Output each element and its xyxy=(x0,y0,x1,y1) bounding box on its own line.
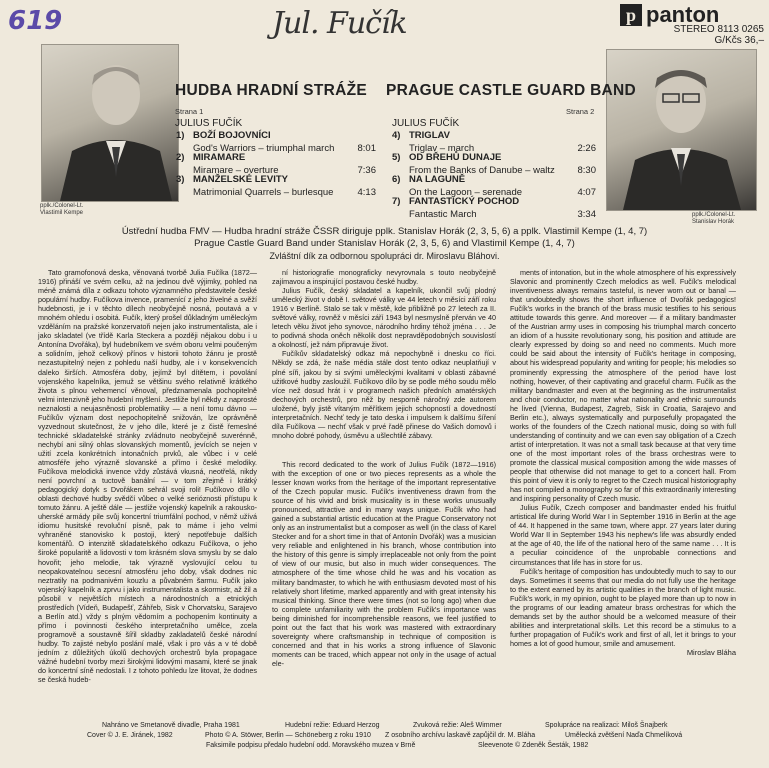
track-duration: 8:01 xyxy=(357,143,376,154)
track-1: 1) BOŽÍ BOJOVNÍCI God's Warriors – triumphal march 8:01 xyxy=(176,130,376,154)
credits-cz: Ústřední hudba FMV — Hudba hradní stráže ČSSR diriguje pplk. Stanislav Horák (2, 3, 5, 6) a pplk. Vlastimil Kempe (1, 4, 7) xyxy=(121,226,648,237)
track-title: MIRAMARE xyxy=(193,152,246,163)
track-title: BOŽÍ BOJOVNÍCI xyxy=(193,130,271,141)
portrait-image xyxy=(42,45,178,201)
title-en: PRAGUE CASTLE GUARD BAND xyxy=(386,82,637,99)
record-catalog: STEREO 8113 0265 xyxy=(673,24,764,35)
track-duration: 4:07 xyxy=(577,187,596,198)
composer-signature: Jul. Fučík xyxy=(272,6,407,41)
paragraph: Tato gramofonová deska, věnovaná tvorbě Julia Fučíka (1872—1916) přináší ve svém celku, až na jedinou dvě výjimky, pohled na méně známá díla z odkazu tohoto významného představitele české populární hudby. Fučíkova invence, pramenící z jeho živelné a svěží hudebnosti, je i v těchto dílech neobyčejně nosná, poutavá a v mnohém ohledu i osobitá. Fučík, který prošel důkladným uměleckým vzděláním na pražské konzervatoři nejen jako instrumentalista, ale i jako skladatel (ve třídě Karla Steckera a později nějakou dobu i u Antonína Dvořáka), byl hudebníkem ve svém oboru velmi poučeným a solidním, jehož celkový přínos v historii tohoto žánru je prostě nezastupitelný nejen z pohledu naší hudby, ale i v konsekvencích daleko širších. Atmosféra doby, jejímž byl dítětem, i povolání vojenského kapelníka, jemuž se většinu svého relativně krátkého života s plnou vehemencí věnoval, předznamenala pochopitelně velmi intenzivně jeho hudební myšlení. Jestliže byl někdy z naprosté neznalosti a neujasněnosti problematiky — a není tomu dávno — Fučíkův význam dost nepochopitelně snižován, lze oprávněně vyzvednout skutečnost, že v jeho díle, které je z čistě řemeslné technické skladatelské stránky zvládnuto neobyčejně suverénně, nechybí ani silný ohlas slovanských momentů, jevících se nejen v užití zcela konkrétních intonačních prvků, ale vůbec i v celé atmosféře jeho výrazně slovanské a přímo i české melodiky. Fučíkova melodická invence vždy zůstává vkusná, neotřelá, nikdy není povrchní a tuctově banální — v tom zřejmě i krátký pedagogický dotyk s Dvořákem sehrál svoji roli! Fučíkovo dílo v oblasti dechové hudby svědčí vůbec o velké serióznosti přístupu k tomuto žánru. A ještě dále — jestliže vojenský kapelník a rakousko-uherské armády pile svůj koncertní triumfální pochod, v němž užívá idiomu husitské revoluční písně, pak to máme i jeho velmi vyhraněné stanovisko k postoji, který nepotřebuje dalších komentářů. O intenzitě skladatelského odkazu Fučíkova, o jeho široké popularitě a lidovosti v tom krásném slova smyslu by se dalo hovořit; jeho melodie, tak výrazně vyslovující celou tu neopakovatelnou secesní atmosféru jeho doby, však dodnes nic neztratily na podmanivém kouzlu a půvabném šarmu. Fučík jako vojenský kapelník a zprvu i jako instrumentalista a skormistr, až žil a působil v největších místech a národnostních a etnických prostředích (Vídeň, Budapešť, Záhřeb, Sisk v Chorvatsku, Sarajevo a Berlín atd.) vždy s plným vědomím a pochopením kontinuity a přímo i povinnosti českého interpretačního umělce, zcela programově a soustavně šířil skladby zakladatelů české národní hudby. To zajisté nebylo poslání malé, však i pro vás a v té době jedním z důležitých úkolů dechových orchestrů byla propagace vážné hudební tvorby mezi širokými lidovými masami, které se jinak do koncertní síně nedostali. I z tohoto pohledu lze litovat, že dodnes se česká hudeb- xyxy=(38,268,257,685)
handwritten-catalog-number: 619 xyxy=(8,6,63,36)
liner-notes-col1 xyxy=(38,268,257,684)
track-title: TRIGLAV xyxy=(409,130,450,141)
side2-composer: JULIUS FUČÍK xyxy=(392,118,460,129)
brand-name: panton xyxy=(646,2,720,27)
track-duration: 4:13 xyxy=(357,187,376,198)
track-duration: 8:30 xyxy=(577,165,596,176)
liner-notes-col2 xyxy=(272,268,496,668)
paragraph: ments of intonation, but in the whole atmosphere of his expressively Slavonic and prominently Czech melodics as well. Fučík's melodical inventiveness always remains tasteful, is never worn out or banal — that undoubtedly shows the short influence of Dvořák pedagogics! Fučík's works in the branch of the brass music testifies to his serious attitude towards this genre. And moreover — if a military bandmaster of the Austrian army uses in composing his triumphal march concerto an idiom of a hussite revolutionary song, his position and attitude are clearly expressed by doing so and need no comments. Much more could be said about the intensity of Fučík's heritage in composing, about his widespread popularity and writing for people; his melodies so prominently expressing the atmosphere of the period have lost nothing, however, of their captivating and graceful charm. Fučík as the military bandmaster and even at the beginning as the instrumentalist and choir conductor, no matter what nationality and ethnic surrounds he lived (Vienna, Budapest, Zagreb, Sisk in Croatia, Sarajevo and Berlin etc.), always systematically and purposefully propagated the works of the founders of the Czech national music, doing so with full understanding of continuity and we can even say obligation of a Czech artist of interpretation. It was not a small task because at that very time one of the most important roles of the brass orchestras were to promote the classical musical composition among the wide masses of people that otherwise did not manage to get to a concert hall. From this point of view it is only to regret to the Czech musical historiography has not compiled a monography so far of this extraordinarily interesting and inspiring personality of Czech music. xyxy=(510,268,736,504)
track-duration: 2:26 xyxy=(577,143,596,154)
performer-credits xyxy=(0,226,769,249)
track-subtitle: Miramare – overture xyxy=(193,165,279,176)
track-subtitle: Triglav – march xyxy=(409,143,475,154)
photo-kempe xyxy=(41,44,179,202)
track-subtitle: Fantastic March xyxy=(409,209,477,220)
track-3: 3) MANŽELSKÉ LEVITY Matrimonial Quarrels – burlesque 4:13 xyxy=(176,174,376,198)
track-title: OD BŘEHŮ DUNAJE xyxy=(409,152,502,163)
paragraph: This record dedicated to the work of Julius Fučík (1872—1916) with the exception of one or two pieces represents as a whole the lesser known works from the heritage of the important representative of the Czech popular music. Fučík's inventiveness drawn from the source of his vivid and brisk musicality is in these works unusually pronounced, attractive and in many ways unique. Fučík who had gained a substantial artistic education at the Prague Conservatory not only as an instrumentalist but a composer as well (in the class of Karel Stecker and for a short time in that of Antonín Dvořák) was a musician very reliable and enlightened in his branch, whose contribution into the history of this genre is simply irreplaceable not only from the point of view of our music, but also in much wider consequences. The atmosphere of the time whose child he was and his vocation as military bandmaster, to which he with enthusiasm devoted most of his relatively short lifetime, marked apparently and with great intensity his musical thinking. Since there were times (not so long ago) when due to complete unfamiliarity with the problem Fučík's importance was being diminished for incomprehensible reasons, we feel justified to point out the fact that his work was mastered with extraordinary sovereignty where craftsmanship in technique of composition is concerned and that in his works a strong influence of Slavonic moments can be traced, which appear not only in the usage of actual ele- xyxy=(272,459,496,668)
track-4: 4) TRIGLAV Triglav – march 2:26 xyxy=(392,130,596,154)
track-subtitle: Matrimonial Quarrels – burlesque xyxy=(193,187,334,198)
track-6: 6) NA LAGUNĚ On the Lagoon – serenade 4:07 xyxy=(392,174,596,198)
record-meta xyxy=(660,24,764,46)
special-thanks: Zvláštní dík za odbornou spolupráci dr. Miroslavu Bláhovi. xyxy=(269,251,500,261)
portrait-image xyxy=(607,50,756,210)
side2-label: Strana 2 xyxy=(566,107,595,116)
track-subtitle: On the Lagoon – serenade xyxy=(409,187,523,198)
photo-horak xyxy=(606,49,757,211)
caption-horak: pplk./Colonel-Lt. Stanislav Horák xyxy=(692,212,736,225)
caption-kempe: pplk./Colonel-Lt. Vlastimil Kempe xyxy=(40,203,84,216)
paragraph: ní historiografie monograficky nevyrovnala s touto neobyčejně zajímavou a inspirující postavou české hudby. xyxy=(272,268,496,287)
paragraph-spacer xyxy=(272,440,496,460)
track-title: NA LAGUNĚ xyxy=(409,174,466,185)
paragraph: Fučíkův skladatelský odkaz má nepochybně i dnesku co říci. Někdy se zdá, že naše média stále dost tento odkaz neuplatňují v plné síři, jakou by si svými uměleckými kvalitami v oblasti zábavné užitkové hudby zasloužil. Fučíkovo dílo by se podle mého soudu mělo více než dosud hrát i v programech našich předních amatérských dechových orchestrů, pro něž by nesporně náročný zde autorem uložené, byly jistě vítaným měřítkem jejich schopností a dovedností interpretačních. Nechť tedy je tato deska i impulsem k dalšímu šíření díla Fučíkova — nechť však v prvé řadě přinese do Vašich domovů i mnoho dobré pohody, úsměvu a ušlechtilé zábavy. xyxy=(272,349,496,440)
side1-label: Strana 1 xyxy=(175,107,204,116)
title-cz: HUDBA HRADNÍ STRÁŽE xyxy=(175,82,367,99)
track-5: 5) OD BŘEHŮ DUNAJE From the Banks of Danube – waltz 8:30 xyxy=(392,152,596,176)
logo-mark-icon: p xyxy=(620,4,642,26)
paragraph: Julius Fučík, český skladatel a kapelník, ukončil svůj plodný umělecký život v době I. světové války ve 44 letech v měsíci září roku 1916 v Berlíně. Stalo se tak v městě, kde přibližně po 27 letech za II. světové války, rovněž v měsíci září 1943 byl nesmyslně přerván ve 40 letech věku život jeho synovce, národního hrdiny téhož jména . . . Je to podivná shoda oněch několik dost nepravděpodobných souvislostí a okolností, jež nám připravuje život. xyxy=(272,286,496,350)
track-duration: 7:36 xyxy=(357,165,376,176)
track-2: 2) MIRAMARE Miramare – overture 7:36 xyxy=(176,152,376,176)
track-subtitle: God's Warriors – triumphal march xyxy=(193,143,335,154)
track-7: 7) FANTASTICKÝ POCHOD Fantastic March 3:34 xyxy=(392,196,596,220)
record-price: G/Kčs 36,– xyxy=(714,35,764,46)
track-title: FANTASTICKÝ POCHOD xyxy=(409,196,520,207)
credits-en: Prague Castle Guard Band under Stanislav Horák (2, 3, 5, 6) and Vlastimil Kempe (1, 4, 7) xyxy=(194,237,575,249)
paragraph: Fučík's heritage of composition has undoubtedly much to say to our days. Sometimes it seems that our media do not fully use the heritage to the extent earned by its artistic qualities in the branch of light music. Fučík's work, in my opinion, ought to be played more than up to now in the programs of our leading amateur brass orchestras for which the demands set by the author should be a welcomed measure of their abilities and interpretational skills. Let this record be a stimulus to a further propagation of Fučík's work and first of all, let it brings to your homes a lot of good humour, smile and amusement. xyxy=(510,566,736,648)
notes-author: Miroslav Bláha xyxy=(686,647,736,657)
track-duration: 3:34 xyxy=(577,209,596,220)
track-title: MANŽELSKÉ LEVITY xyxy=(193,174,289,185)
side1-composer: JULIUS FUČÍK xyxy=(175,118,243,129)
liner-notes-col3 xyxy=(510,268,736,657)
track-subtitle: From the Banks of Danube – waltz xyxy=(409,165,555,176)
paragraph: Julius Fučík, Czech composer and bandmaster ended his fruitful artistical life during World War I in September 1916 in Berlin at the age of 44. It happened in the same town, where appr. 27 years later during World War II in September 1943 his nephew's life was absurdly ended at the age of 40, the life of the national hero of the same name . . . It is a peculiar coincidence of the unprobable connections and circumstances that life has in store for us. xyxy=(510,503,736,567)
